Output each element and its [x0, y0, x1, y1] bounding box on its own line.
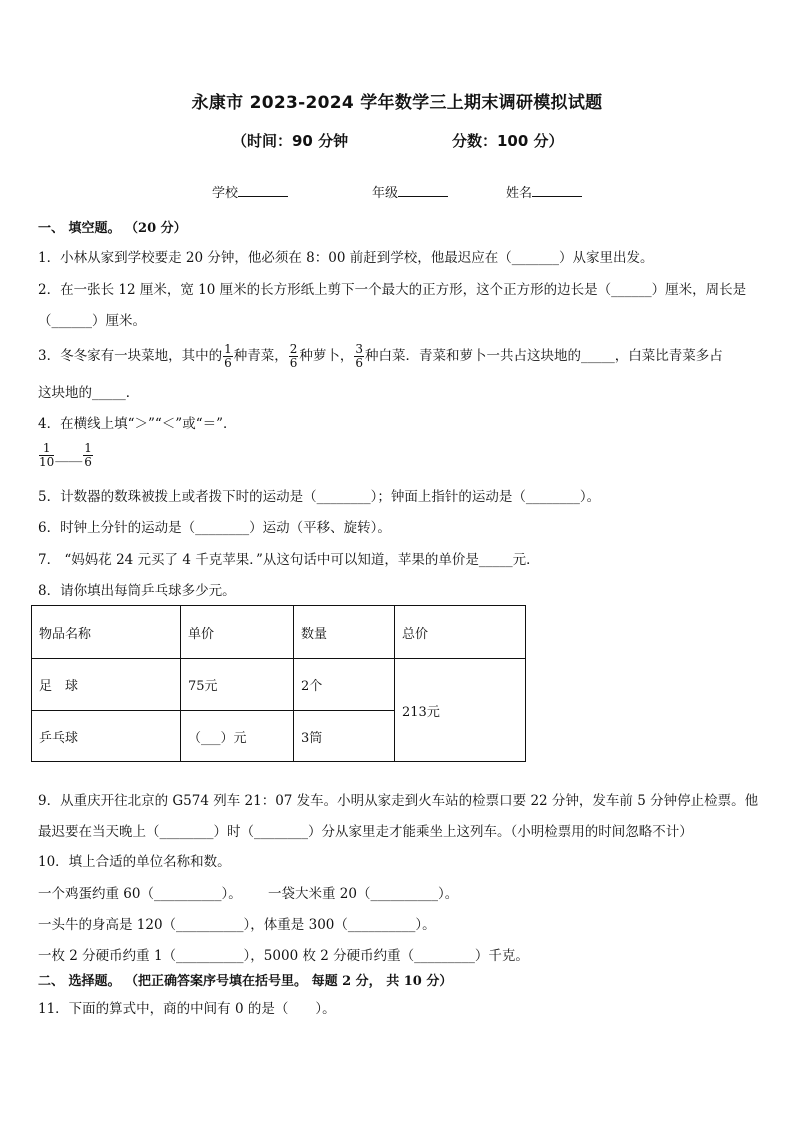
question-11: 11．下面的算式中，商的中间有 0 的是（ ）。	[38, 1001, 336, 1017]
item-football: 足 球	[32, 659, 181, 711]
question-10-cow: 一头牛的身高是 120（__________），体重是 300（__________）。	[38, 917, 436, 933]
quantity-pingpong: 3筒	[294, 711, 395, 762]
total-price: 213元	[395, 659, 526, 762]
header-unit-price: 单价	[181, 606, 294, 659]
q3-text-4: 种白菜．青菜和萝卜一共占这块地的_____，白菜比青菜多占	[365, 348, 723, 364]
question-7: 7． “妈妈花 24 元买了 4 千克苹果．”从这句话中可以知道，苹果的单价是_____元．	[38, 552, 540, 568]
comparison-blank[interactable]: ____	[55, 447, 83, 463]
question-2-line-2: （______）厘米。	[38, 313, 146, 329]
question-8: 8．请你填出每筒乒乓球多少元。	[38, 583, 236, 599]
q3-text-3: 种萝卜，	[299, 348, 354, 364]
question-4: 4．在横线上填“＞”“＜”或“＝”．	[38, 416, 237, 432]
question-9-line-1: 9．从重庆开往北京的 G574 列车 21：07 发车。小明从家走到火车站的检票口要 22 分钟，发车前 5 分钟停止检票。他	[38, 793, 759, 809]
school-field[interactable]	[212, 182, 288, 201]
name-field[interactable]	[506, 182, 582, 201]
item-pingpong: 乒乓球	[32, 711, 181, 762]
fraction-two-sixths: $\frac{2}{6}$	[289, 342, 298, 370]
question-9-line-2: 最迟要在当天晚上（________）时（________）分从家里走才能乘坐上这列车。（小明检票用的时间忽略不计）	[38, 824, 693, 840]
q3-text-1: 3．冬冬家有一块菜地，其中的	[38, 348, 223, 364]
exam-title: 永康市 2023-2024 学年数学三上期末调研模拟试题	[191, 93, 603, 113]
question-10: 10．填上合适的单位名称和数。	[38, 854, 231, 870]
question-6: 6．时钟上分针的运动是（________）运动（平移、旋转）。	[38, 520, 391, 536]
question-3-line-1	[38, 341, 723, 371]
question-5: 5．计数器的数珠被拨上或者拨下时的运动是（________）；钟面上指针的运动是（________）。	[38, 489, 601, 505]
name-label: 姓名	[506, 186, 533, 201]
question-10-egg: 一个鸡蛋约重 60（__________）。	[38, 886, 242, 902]
fraction-three-sixths: $\frac{3}{6}$	[355, 342, 364, 370]
header-quantity: 数量	[294, 606, 395, 659]
question-3-line-2: 这块地的_____．	[38, 385, 140, 401]
price-pingpong-blank[interactable]: （___）元	[181, 711, 294, 762]
question-4-comparison	[38, 442, 94, 469]
question-2-line-1: 2．在一张长 12 厘米，宽 10 厘米的长方形纸上剪下一个最大的正方形，这个正方形的边长是（______）厘米，周长是	[38, 282, 747, 298]
fraction-one-sixth-compare: $\frac{1}{6}$	[84, 441, 92, 469]
section-1-heading: 一、 填空题。 （20 分）	[38, 221, 187, 236]
exam-time: （时间：90 分钟	[232, 132, 349, 150]
section-2-heading: 二、 选择题。 （把正确答案序号填在括号里。 每题 2 分， 共 10 分）	[38, 974, 453, 989]
question-1: 1．小林从家到学校要走 20 分钟，他必须在 8：00 前赶到学校，他最迟应在（_______）从家里出发。	[38, 250, 654, 266]
exam-score: 分数：100 分）	[452, 132, 564, 150]
grade-field[interactable]	[372, 182, 448, 201]
question-10-coin: 一枚 2 分硬币约重 1（__________），5000 枚 2 分硬币约重（_________）千克。	[38, 948, 529, 964]
table-row	[32, 659, 526, 711]
fraction-one-tenth: $\frac{1}{10}$	[39, 441, 55, 469]
fraction-one-sixth: $\frac{1}{6}$	[224, 342, 232, 370]
quantity-football: 2个	[294, 659, 395, 711]
school-label: 学校	[212, 186, 239, 201]
header-item: 物品名称	[32, 606, 181, 659]
grade-label: 年级	[372, 186, 399, 201]
q3-text-2: 种青菜，	[233, 348, 288, 364]
header-total: 总价	[395, 606, 526, 659]
table-header-row	[32, 606, 526, 659]
question-10-rice: 一袋大米重 20（__________）。	[268, 886, 459, 902]
price-table	[31, 605, 526, 762]
price-football: 75元	[181, 659, 294, 711]
